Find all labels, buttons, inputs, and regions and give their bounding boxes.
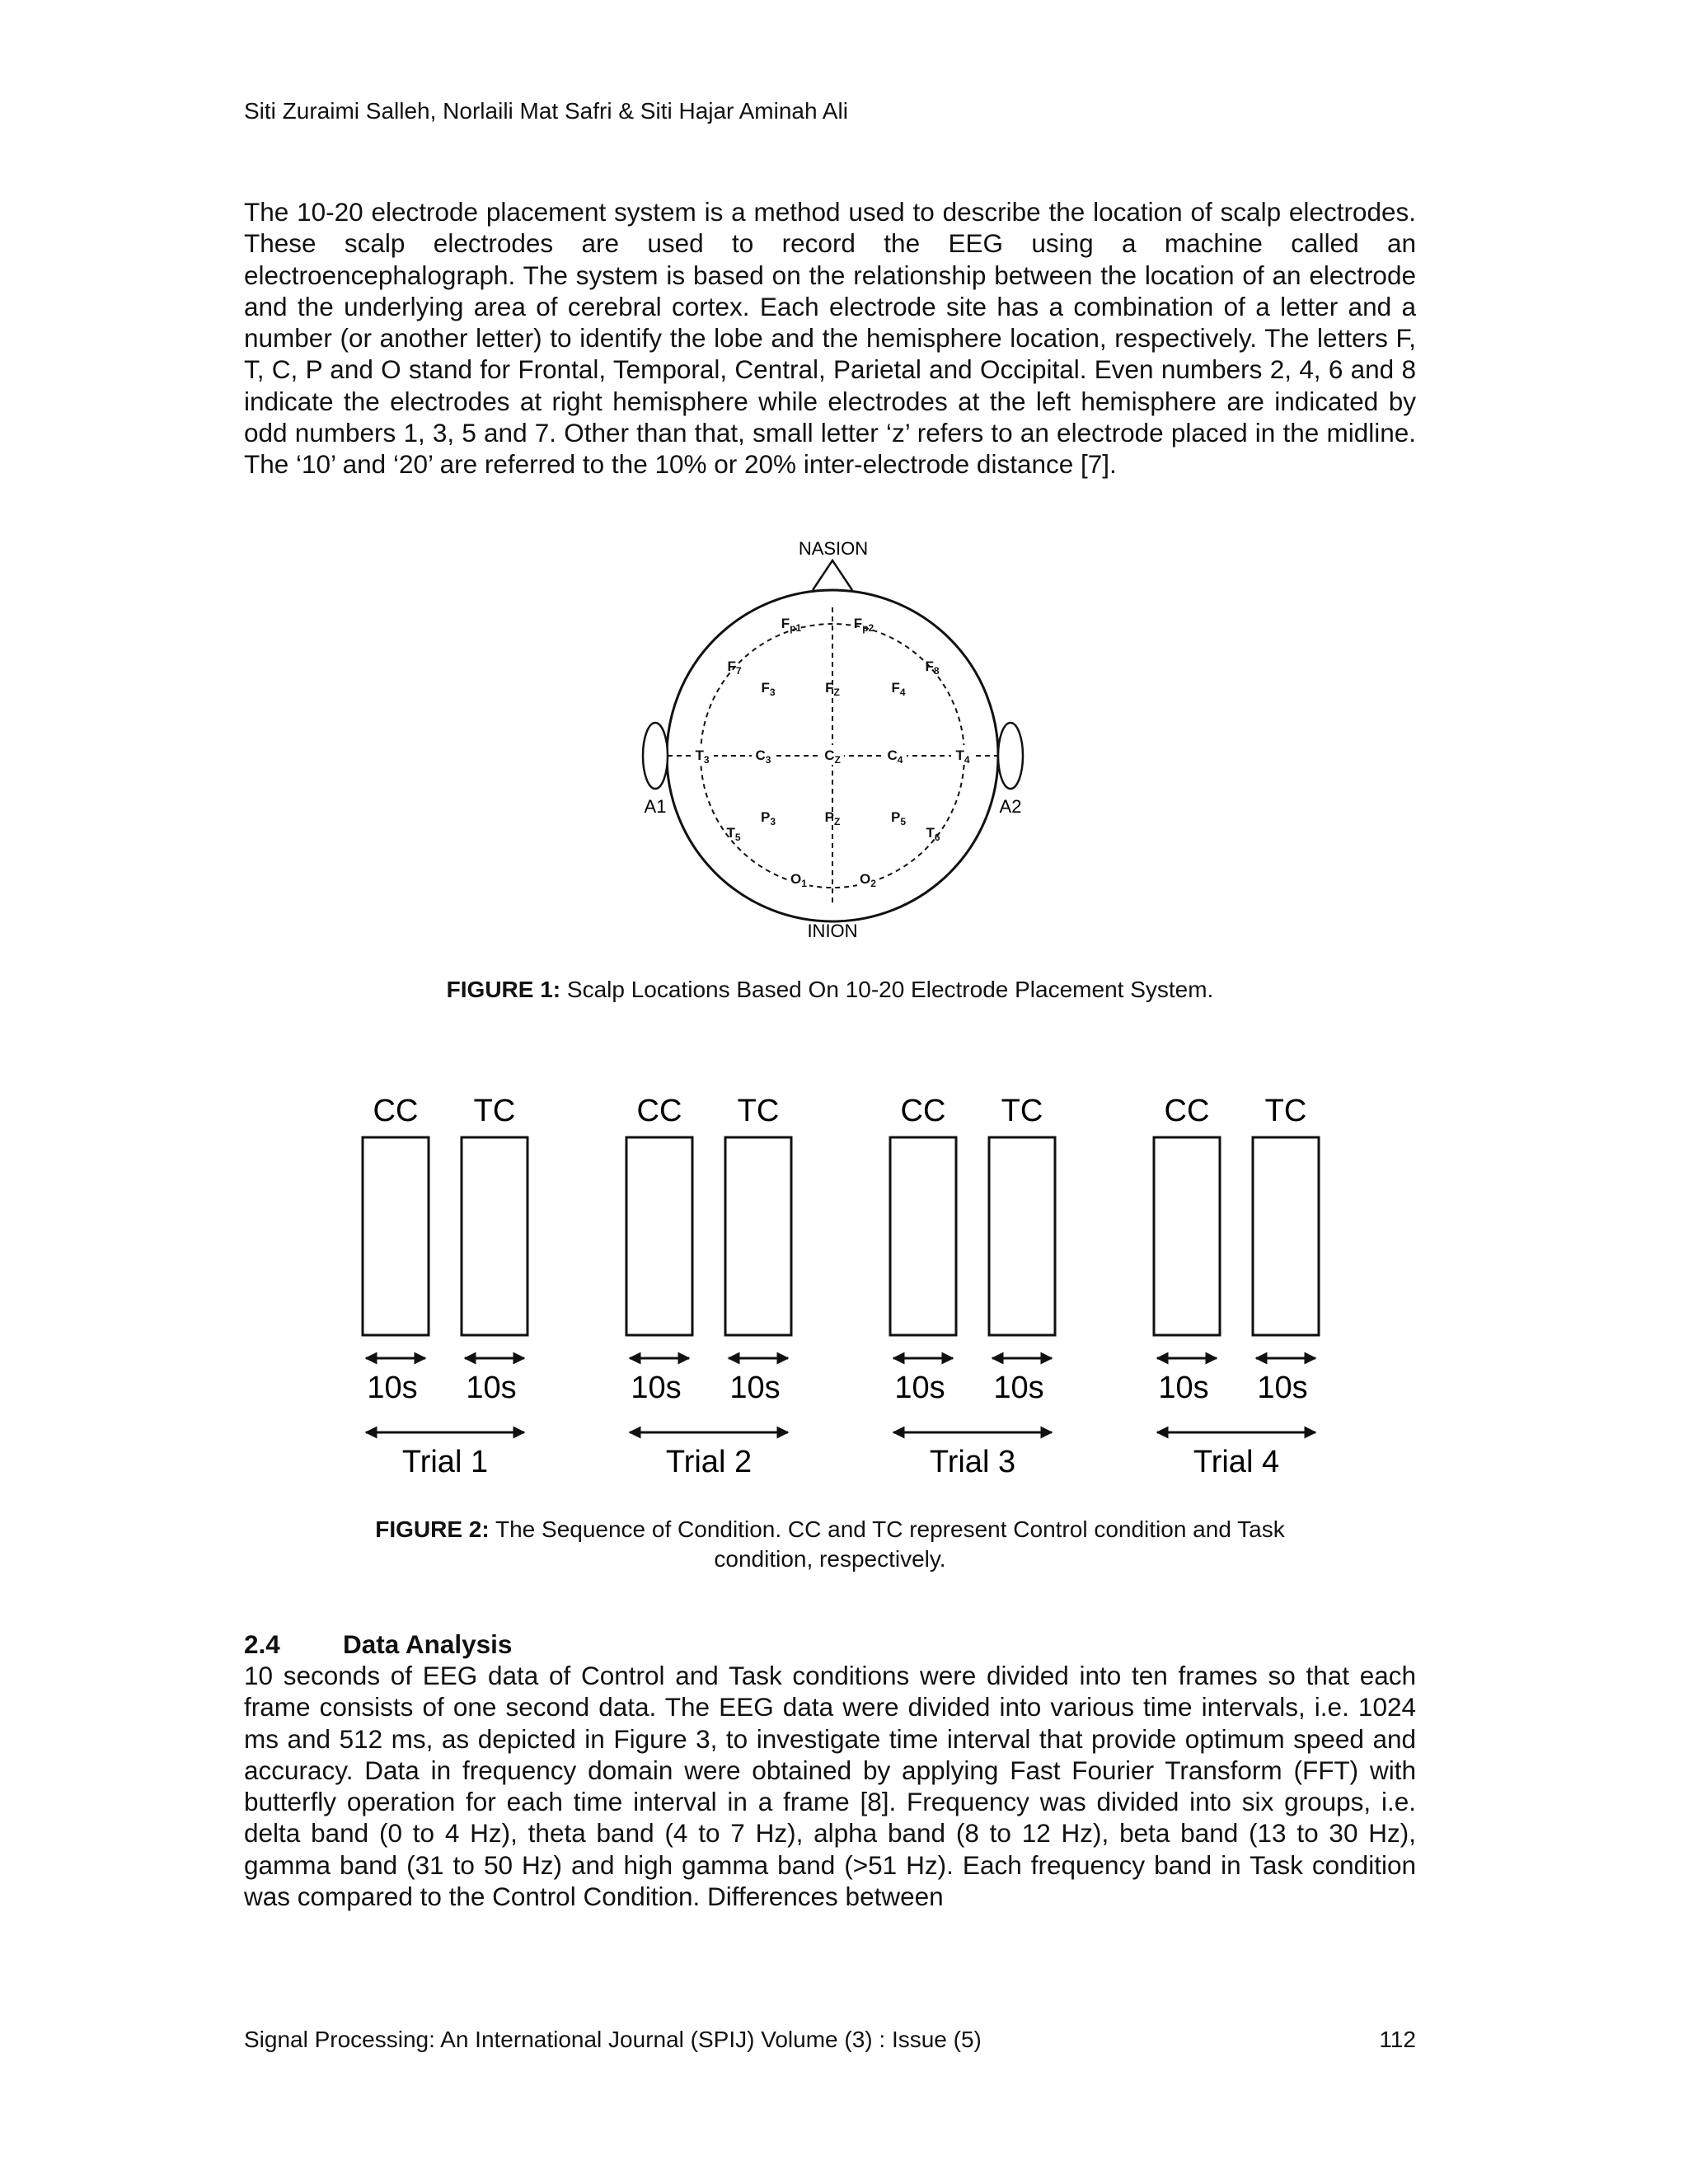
duration-label: 10s <box>1158 1371 1209 1405</box>
electrode-f4 <box>891 680 905 698</box>
cc-label: CC <box>1164 1094 1210 1128</box>
electrode-cz-sub: Z <box>834 754 841 766</box>
left-ear-label: A1 <box>644 796 667 817</box>
figure-1-scalp-diagram <box>0 0 1688 972</box>
tc-label: TC <box>1264 1094 1307 1128</box>
electrode-fp1 <box>781 616 802 634</box>
electrode-t3-sub: 3 <box>703 754 710 766</box>
figure-2-caption-label: FIGURE 2: <box>375 1516 490 1542</box>
electrode-t6-base: T <box>926 825 935 841</box>
electrode-o2-base: O <box>860 871 871 887</box>
electrode-o1-base: O <box>790 871 802 887</box>
electrode-t3-base: T <box>695 748 704 763</box>
tc-label: TC <box>737 1094 780 1128</box>
electrode-f3-sub: 3 <box>769 687 776 698</box>
duration-label: 10s <box>631 1371 682 1405</box>
electrode-f8-sub: 8 <box>933 665 940 677</box>
electrode-fp2 <box>854 616 874 634</box>
trial-label: Trial 1 <box>401 1445 489 1479</box>
inion-label: INION <box>807 921 858 941</box>
electrode-f4-base: F <box>891 680 900 696</box>
electrode-pz <box>825 809 841 827</box>
figure-2-caption <box>244 1515 1416 1574</box>
right-ear <box>998 723 1023 789</box>
electrode-fp2-base: F <box>853 616 863 631</box>
electrode-f4-sub: 4 <box>899 687 906 698</box>
electrode-fp1-sub: p1 <box>790 622 802 634</box>
figure-2-condition-sequence <box>0 1071 1688 1500</box>
electrode-cz-base: C <box>824 748 835 763</box>
electrode-c3-base: C <box>755 748 766 763</box>
electrode-c4-base: C <box>887 748 898 763</box>
cc-box <box>626 1137 692 1335</box>
electrode-f7-sub: 7 <box>735 665 742 677</box>
figure-2-caption-line2: condition, respectively. <box>714 1546 946 1572</box>
running-header-authors: Siti Zuraimi Salleh, Norlaili Mat Safri & Siti Hajar Aminah Ali <box>244 98 848 124</box>
trial-label: Trial 2 <box>665 1445 753 1479</box>
electrode-c4-sub: 4 <box>897 754 903 766</box>
electrode-p5-sub: 5 <box>900 816 907 827</box>
tc-box <box>1253 1137 1319 1335</box>
electrode-p3-sub: 3 <box>770 816 776 827</box>
electrode-p5 <box>891 809 906 827</box>
duration-label: 10s <box>729 1371 781 1405</box>
figure-1-caption <box>244 975 1416 1005</box>
electrode-p5-base: P <box>890 809 901 825</box>
electrode-p3-base: P <box>760 809 771 825</box>
electrode-fz-base: F <box>825 680 834 696</box>
trial-label: Trial 4 <box>1193 1445 1280 1479</box>
electrode-pz-base: P <box>824 809 834 825</box>
electrode-f8-base: F <box>925 658 934 674</box>
right-ear-label: A2 <box>999 796 1022 817</box>
figure-1-caption-label: FIGURE 1: <box>446 977 561 1002</box>
electrode-p3 <box>761 809 776 827</box>
electrode-f8 <box>925 658 939 677</box>
duration-label: 10s <box>993 1371 1044 1405</box>
left-ear <box>643 723 668 789</box>
figure-2-caption-line1: The Sequence of Condition. CC and TC represent Control condition and Task <box>489 1516 1285 1542</box>
electrode-t6-sub: 6 <box>934 832 940 843</box>
cc-label: CC <box>636 1094 682 1128</box>
electrode-pz-sub: Z <box>834 816 841 827</box>
duration-label: 10s <box>466 1371 517 1405</box>
electrode-t5 <box>726 825 740 843</box>
electrode-t4-base: T <box>955 748 964 763</box>
cc-label: CC <box>373 1094 419 1128</box>
nasion-marker <box>813 560 852 590</box>
intro-paragraph: The 10-20 electrode placement system is a method used to describe the location of scalp electrodes. These scalp electrodes are used to record the EEG using a machine called an electroencephalograph. The system is based on the relationship between the location of an electrode and the underlying area of cerebral cortex. Each electrode site has a combination of a letter and a number (or another letter) to identify the lobe and the hemisphere location, respectively. The letters F, T, C, P and O stand for Frontal, Temporal, Central, Parietal and Occipital. Even numbers 2, 4, 6 and 8 indicate the electrodes at right hemisphere while electrodes at the left hemisphere are indicated by odd numbers 1, 3, 5 and 7. Other than that, small letter ‘z’ refers to an electrode placed in the midline. The ‘10’ and ‘20’ are referred to the 10% or 20% inter-electrode distance [7]. <box>244 197 1416 480</box>
electrode-f7-base: F <box>727 658 736 674</box>
electrode-fp1-base: F <box>781 616 790 631</box>
electrode-o2-sub: 2 <box>870 878 876 889</box>
tc-box <box>989 1137 1055 1335</box>
electrode-fz <box>825 680 840 698</box>
electrode-f3 <box>761 680 775 698</box>
footer-page-number: 112 <box>1379 2027 1416 2052</box>
cc-box <box>1154 1137 1220 1335</box>
section-number: 2.4 <box>244 1629 280 1659</box>
cc-box <box>890 1137 956 1335</box>
trial-group <box>626 1094 791 1479</box>
electrode-t4-sub: 4 <box>964 754 970 766</box>
electrode-c3-sub: 3 <box>765 754 771 766</box>
duration-label: 10s <box>367 1371 418 1405</box>
trial-group <box>890 1094 1055 1479</box>
electrode-f3-base: F <box>761 680 770 696</box>
tc-box <box>725 1137 791 1335</box>
electrode-t5-base: T <box>726 825 735 841</box>
tc-label: TC <box>1001 1094 1043 1128</box>
trial-group <box>1154 1094 1319 1479</box>
duration-label: 10s <box>894 1371 945 1405</box>
cc-box <box>363 1137 429 1335</box>
electrode-fp2-sub: p2 <box>862 622 874 634</box>
cc-label: CC <box>900 1094 946 1128</box>
tc-box <box>462 1137 528 1335</box>
section-title: Data Analysis <box>343 1629 513 1659</box>
data-analysis-paragraph: 10 seconds of EEG data of Control and Task conditions were divided into ten frames so that each frame consists of one second data. The EEG data were divided into various time intervals, i.e. 1024 ms and 512 ms, as depicted in Figure 3, to investigate time interval that provide optimum speed and accuracy. Data in frequency domain were obtained by applying Fast Fourier Transform (FFT) with butterfly operation for each time interval in a frame [8]. Frequency was divided into six groups, i.e. delta band (0 to 4 Hz), theta band (4 to 7 Hz), alpha band (8 to 12 Hz), beta band (13 to 30 Hz), gamma band (31 to 50 Hz) and high gamma band (>51 Hz). Each frequency band in Task condition was compared to the Control Condition. Differences between <box>244 1661 1416 1912</box>
nasion-label: NASION <box>798 538 869 559</box>
tc-label: TC <box>473 1094 516 1128</box>
electrode-t6 <box>926 825 940 843</box>
duration-label: 10s <box>1257 1371 1308 1405</box>
trial-label: Trial 3 <box>929 1445 1016 1479</box>
figure-1-caption-text: Scalp Locations Based On 10-20 Electrode Placement System. <box>560 977 1214 1002</box>
section-heading <box>244 1629 512 1660</box>
trial-group <box>363 1094 528 1479</box>
electrode-t5-sub: 5 <box>734 832 741 843</box>
electrode-fz-sub: Z <box>833 687 840 698</box>
footer-journal: Signal Processing: An International Journal (SPIJ) Volume (3) : Issue (5) <box>244 2027 982 2052</box>
electrode-o1-sub: 1 <box>801 878 807 889</box>
